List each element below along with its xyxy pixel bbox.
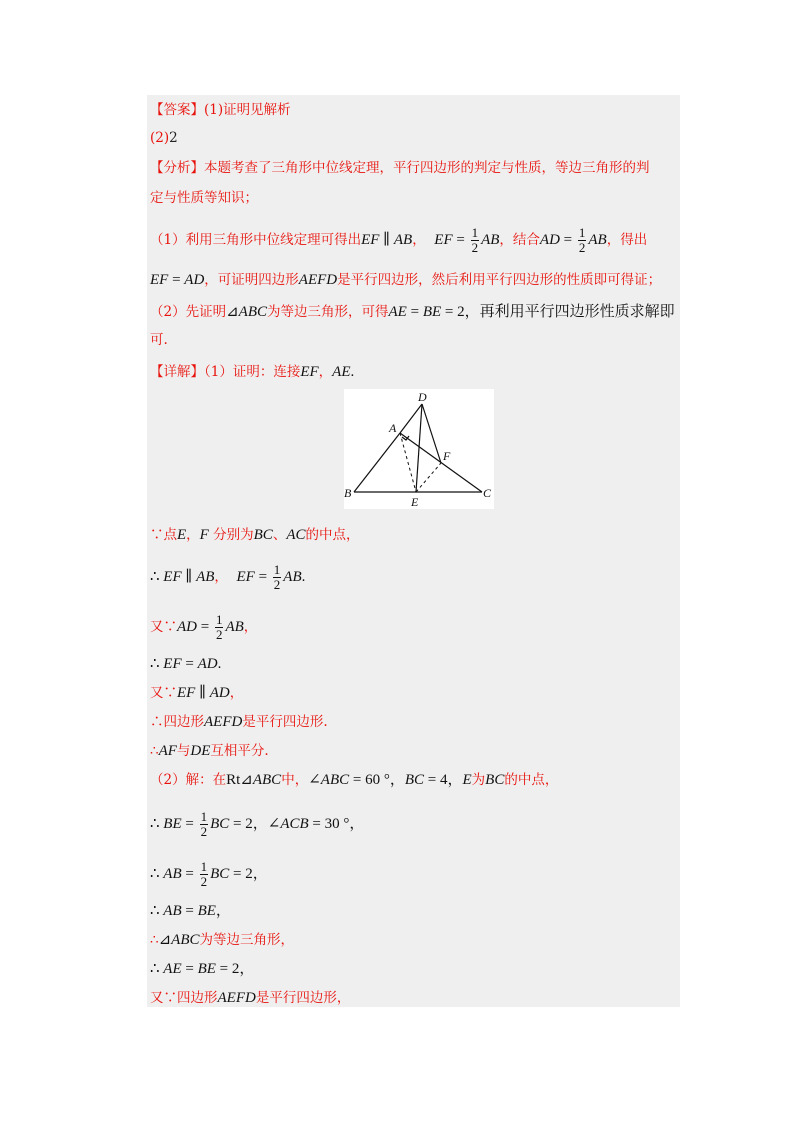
math: ABC [320,772,350,788]
math: = [452,232,469,248]
frac-num: 1 [200,809,208,824]
math: = 2， [229,816,268,832]
answer-part2-line [150,128,178,148]
math: = [181,903,198,919]
math: AD [539,232,560,248]
text: 又∵ [150,619,177,635]
text: 是平行四边形，然后利用平行四边形的性质即可得证； [337,272,662,288]
step-4 [150,654,221,674]
math: AB [163,903,182,919]
text: 是平行四边形. [242,714,328,730]
text: ∵点 [150,527,177,543]
text: . [217,656,222,672]
step-9 [150,810,364,839]
step-10 [150,860,268,889]
math: ACB [280,816,309,832]
math: ABC [171,932,200,948]
math: = [254,569,271,585]
label-D: D [418,390,427,404]
text: 又∵ [150,685,177,701]
fraction-half [471,226,480,255]
math: Rt [226,772,241,788]
label-C: C [483,486,492,500]
math: AC [286,527,306,543]
text: ， [215,903,231,919]
frac-den: 2 [578,240,586,255]
triangle-diagram [344,389,494,509]
text: 互相平分. [210,743,269,759]
math: ABC [238,304,268,320]
math: AB [481,232,500,248]
math: BE [163,816,182,832]
math: E [462,772,472,788]
answer-part1: (1)证明见解析 [204,102,291,118]
math: BE [197,961,216,977]
math: AEFD [298,272,338,288]
analysis-p2 [150,270,661,290]
step-14 [150,988,350,1008]
step-5 [150,683,243,703]
fraction-half [200,810,209,839]
math: E [177,527,187,543]
analysis-line-2 [150,188,258,208]
geometry-figure [344,389,494,509]
math: ∥ [181,569,197,585]
math: AD [184,272,205,288]
math: AB [163,866,182,882]
therefore: ∴ [150,656,164,672]
math: AB [196,569,215,585]
text: 与 [176,743,191,759]
text: ，可证明四边形 [204,272,299,288]
segment-DF [422,404,441,463]
math: AB [393,232,413,248]
math: EF [150,272,169,288]
frac-num: 1 [273,562,281,577]
detail-intro [150,362,354,382]
math: = 4， [424,772,463,788]
math: AE [388,304,407,320]
analysis-p3 [150,302,675,322]
math: = [168,272,185,288]
analysis-p1 [150,226,647,255]
math: AEFD [217,990,256,1006]
therefore: ∴ [150,816,164,832]
math: AD [177,619,197,635]
math: = 30 °， [308,816,365,832]
text: （2）先证明 [150,304,227,320]
frac-num: 1 [215,612,223,627]
math: = [181,656,198,672]
text: ， [186,527,200,543]
math: EF [434,232,453,248]
math: = [181,816,198,832]
math: EF [163,656,182,672]
text: 为 [471,772,486,788]
math: DE [190,743,211,759]
frac-num: 1 [200,859,208,874]
angle-symbol: ∠ [308,772,321,788]
math: EF [163,569,182,585]
fraction-half [200,860,209,889]
text: 中， [281,772,309,788]
math: = [406,304,423,320]
label-A: A [389,421,397,435]
math: AE [163,961,182,977]
text: ， [214,569,228,585]
math: BC [253,527,273,543]
math: = 2， [215,961,255,977]
fraction-half [273,563,282,592]
text: 、 [272,527,287,543]
triangle-symbol: ⊿ [158,932,172,948]
math: AEFD [204,714,243,730]
therefore: ∴ [150,866,164,882]
segment-EF-dashed [416,463,441,492]
segment-BA [354,433,400,492]
math: = [181,961,198,977]
math: AB [225,619,244,635]
text: = 2，再利用平行四边形性质求解即 [441,304,675,320]
math: ∥ [379,232,394,248]
text: 为等边三角形，可得 [267,304,389,320]
therefore: ∴ [150,903,164,919]
step-13 [150,959,254,979]
math: F [199,527,209,543]
math: = [197,619,213,635]
text: 又∵四边形 [150,990,218,1006]
math: = 2， [229,866,268,882]
text: ，得出 [606,232,648,248]
frac-den: 2 [200,874,208,889]
therefore: ∴ [150,932,159,948]
step-2 [150,563,305,592]
text: 的中点， [305,527,360,543]
step-12 [150,930,294,950]
segment-AE-dashed [400,433,416,492]
analysis-line-1 [150,158,650,178]
math: ∥ [195,685,210,701]
math: AB [283,569,302,585]
math: BE [422,304,442,320]
text: ， [229,685,244,701]
math: BC [485,772,505,788]
therefore: ∴ [150,569,164,585]
text: 是平行四边形， [255,990,351,1006]
text: ， [318,364,333,380]
text: ∴ [150,743,159,759]
detail-label: 【详解】 [150,364,204,380]
triangle-symbol: ⊿ [226,304,239,320]
math: AD [197,656,218,672]
text: ∴四边形 [150,714,204,730]
label-E: E [411,495,419,509]
therefore: ∴ [150,961,164,977]
text: . [350,364,355,380]
segment-AD [400,404,422,433]
step-7 [150,741,269,761]
frac-den: 2 [200,824,208,839]
math: BC [210,866,230,882]
label-F: F [443,449,451,463]
frac-num: 1 [471,225,479,240]
math: AB [588,232,607,248]
math: ABC [252,772,282,788]
math: EF [236,569,255,585]
math: BE [197,903,216,919]
analysis-text-2: 定与性质等知识； [150,190,258,206]
label-B: B [344,486,352,500]
answer-line [150,100,291,120]
math: = [181,866,198,882]
text: （1）利用三角形中位线定理可得出 [150,232,362,248]
step-1 [150,525,359,545]
math: = 60 °， [349,772,405,788]
answer-part2-num: (2) [150,130,170,146]
math: BC [404,772,425,788]
fraction-half [578,226,587,255]
text: ，结合 [499,232,540,248]
analysis-p4 [150,330,168,350]
frac-den: 2 [471,240,479,255]
frac-den: 2 [273,577,281,592]
math: AD [209,685,230,701]
step-3 [150,613,257,642]
text: （1）证明：连接 [204,364,301,380]
answer-part2-value: 2 [169,130,178,146]
math: EF [177,685,196,701]
text: ， [243,619,258,635]
frac-den: 2 [215,627,223,642]
frac-num: 1 [578,225,586,240]
math: EF [300,364,319,380]
text: 的中点， [504,772,559,788]
fraction-half [215,613,224,642]
text: 可. [150,332,168,348]
math: AE [332,364,351,380]
analysis-text-1: 本题考查了三角形中位线定理，平行四边形的判定与性质，等边三角形的判 [204,160,650,176]
triangle-symbol: ⊿ [240,772,253,788]
text: 为等边三角形， [199,932,295,948]
answer-label: 【答案】 [150,102,204,118]
math: BC [210,816,230,832]
angle-symbol: ∠ [267,816,281,832]
step-11 [150,901,231,921]
step-6 [150,712,328,732]
text: （2）解：在 [150,772,227,788]
math: AF [158,743,177,759]
step-8 [150,770,558,790]
text: ， [412,232,426,248]
text: . [301,569,306,585]
math: = [559,232,576,248]
text: 分别为 [208,527,254,543]
analysis-label: 【分析】 [150,160,204,176]
math: EF [361,232,380,248]
